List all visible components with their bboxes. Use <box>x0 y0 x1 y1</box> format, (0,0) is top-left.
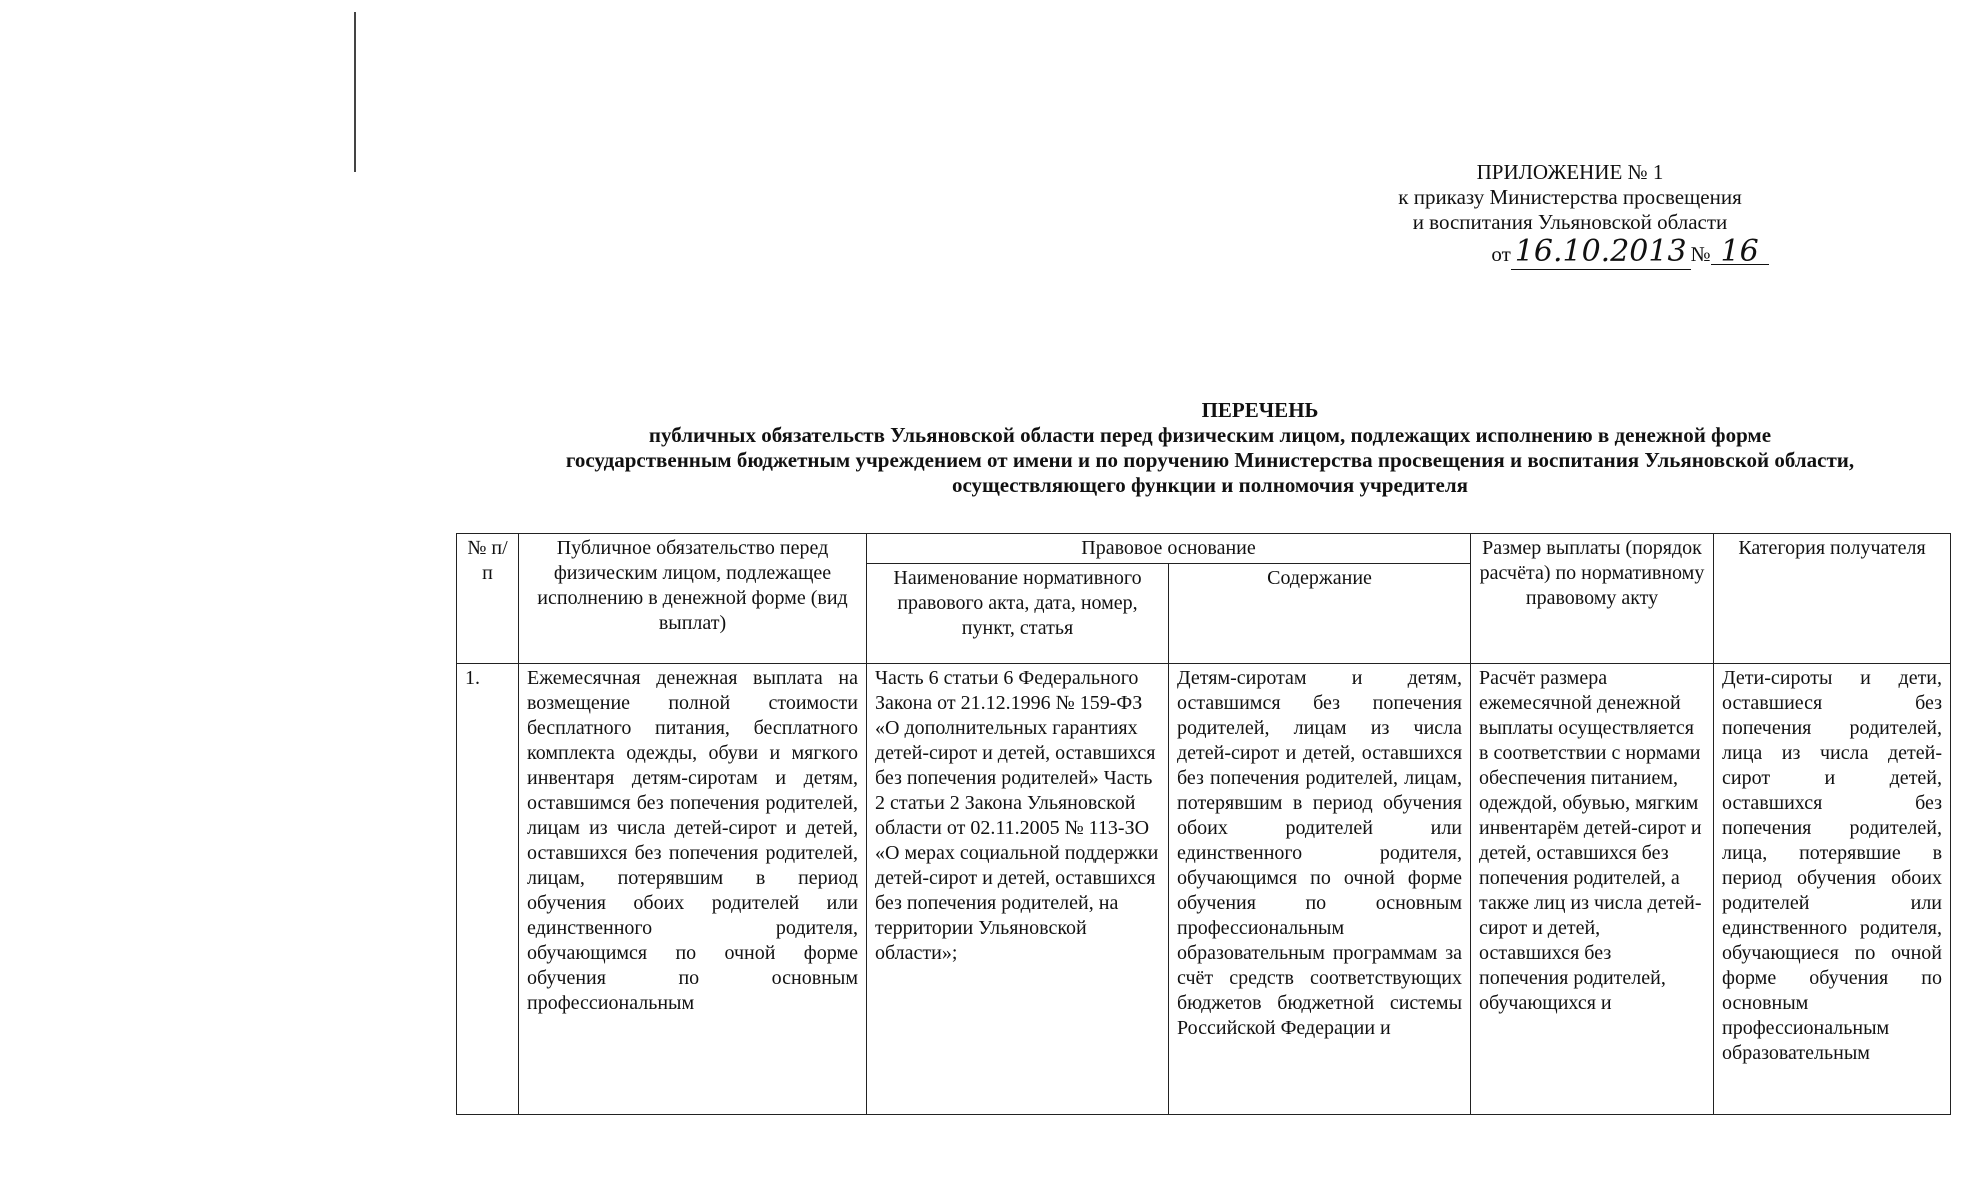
header-num: № п/п <box>457 534 519 664</box>
header-row-1 <box>457 534 1951 564</box>
document-title <box>440 398 1980 498</box>
row-act-name: Часть 6 статьи 6 Федерального Закона от 21.12.1996 № 159-ФЗ «О дополнительных гарантиях детей-сирот и детей, оставшихся без попечения родителей» Часть 2 статьи 2 Закона Ульяновской области от 02.11.2005 № 113-ЗО «О мерах социальной поддержки детей-сирот и детей, оставшихся без попечения родителей, на территории Ульяновской области»; <box>867 664 1169 1115</box>
date-prefix: от <box>1491 242 1511 266</box>
title-line-1: публичных обязательств Ульяновской области перед физическим лицом, подлежащих исполнению в денежной форме <box>648 423 1772 447</box>
appendix-line-2: и воспитания Ульяновской области <box>1412 210 1728 234</box>
order-date-number <box>1420 234 1840 269</box>
title-line-3: осуществляющего функции и полномочия учредителя <box>951 473 1469 497</box>
title-main: ПЕРЕЧЕНЬ <box>1201 398 1319 422</box>
row-category: Дети-сироты и дети, оставшиеся без попечения родителей, лица из числа детей-сирот и детей, оставшихся без попечения родителей, лица, потерявшие в период обучения обоих родителей или единственного родителя, обучающиеся по очной форме обучения по основным профессиональным образовательным <box>1714 664 1951 1115</box>
obligations-table <box>456 533 1951 1115</box>
row-content: Детям-сиротам и детям, оставшимся без попечения родителей, лицам из числа детей-сирот и детей, оставшихся без попечения родителей, лицам, потерявшим в период обучения обоих родителей или единственного родителя, обучающимся по очной форме обучения по основным профессиональным образовательным программам за счёт средств соответствующих бюджетов бюджетной системы Российской Федерации и <box>1169 664 1471 1115</box>
appendix-title: ПРИЛОЖЕНИЕ № 1 <box>1476 160 1664 184</box>
title-line-2: государственным бюджетным учреждением от имени и по поручению Министерства просвещения и воспитания Ульяновской области, <box>565 448 1855 472</box>
handwritten-date: 16.10.2013 <box>1511 234 1691 270</box>
row-payment: Расчёт размера ежемесячной денежной выплаты осуществляется в соответствии с нормами обеспечения питанием, одеждой, обувью, мягким инвентарём детей-сирот и детей, оставшихся без попечения родителей, а также лиц из числа детей-сирот и детей, оставшихся без попечения родителей, обучающихся и <box>1471 664 1714 1115</box>
header-legal-basis: Правовое основание <box>867 534 1471 564</box>
row-num: 1. <box>457 664 519 1115</box>
appendix-header <box>1300 160 1840 267</box>
header-obligation: Публичное обязательство перед физическим лицом, подлежащее исполнению в денежной форме (вид выплат) <box>519 534 867 664</box>
header-act-name: Наименование нормативного правового акта, дата, номер, пункт, статья <box>867 564 1169 664</box>
table-row <box>457 664 1951 1115</box>
header-payment: Размер выплаты (порядок расчёта) по нормативному правовому акту <box>1471 534 1714 664</box>
handwritten-number: 16 <box>1711 239 1769 265</box>
number-prefix: № <box>1690 242 1711 266</box>
header-category: Категория получателя <box>1714 534 1951 664</box>
appendix-line-1: к приказу Министерства просвещения <box>1398 185 1742 209</box>
header-content: Содержание <box>1169 564 1471 664</box>
scan-edge-line <box>354 12 356 172</box>
row-obligation: Ежемесячная денежная выплата на возмещение полной стоимости бесплатного питания, бесплатного комплекта одежды, обуви и мягкого инвентаря детям-сиротам и детям, оставшимся без попечения родителей, лицам из числа детей-сирот и детей, оставшихся без попечения родителей, лицам, потерявшим в период обучения обоих родителей или единственного родителя, обучающимся по очной форме обучения по основным профессиональным <box>519 664 867 1115</box>
